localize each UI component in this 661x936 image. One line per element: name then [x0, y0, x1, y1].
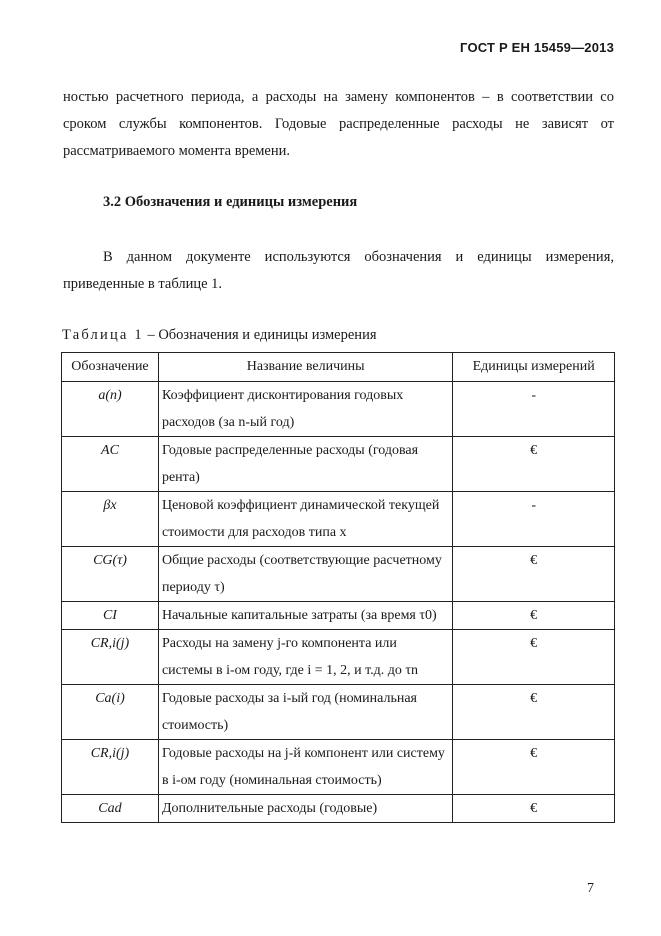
symbol-cell: βx [62, 492, 159, 547]
header-name: Название величины [158, 353, 452, 382]
quantity-name-cell: Годовые распределенные расходы (годовая рента) [158, 437, 452, 492]
header-unit: Единицы измерений [453, 353, 615, 382]
symbol-cell: Ca(i) [62, 685, 159, 740]
quantity-name-cell: Расходы на замену j-го компонента или системы в i-ом году, где i = 1, 2, и т.д. до τn [158, 630, 452, 685]
symbol-cell: CR,i(j) [62, 630, 159, 685]
table-row [62, 492, 615, 547]
quantity-name-cell: Ценовой коэффициент динамической текущей стоимости для расходов типа x [158, 492, 452, 547]
table-caption [62, 327, 377, 344]
quantity-name-cell: Годовые расходы на j-й компонент или систему в i-ом году (номинальная стоимость) [158, 740, 452, 795]
table-row [62, 602, 615, 630]
table-row [62, 382, 615, 437]
unit-cell: € [453, 685, 615, 740]
table-row [62, 740, 615, 795]
quantity-name-cell: Дополнительные расходы (годовые) [158, 795, 452, 823]
table-row [62, 547, 615, 602]
unit-cell: € [453, 602, 615, 630]
unit-cell: - [453, 382, 615, 437]
section-title: 3.2 Обозначения и единицы измерения [103, 194, 358, 210]
quantity-name-cell: Годовые расходы за i-ый год (номинальная стоимость) [158, 685, 452, 740]
unit-cell: € [453, 437, 615, 492]
table-caption-text: – Обозначения и единицы измерения [143, 327, 377, 343]
table-row [62, 795, 615, 823]
quantity-name-cell: Начальные капитальные затраты (за время τ0) [158, 602, 452, 630]
symbol-cell: a(n) [62, 382, 159, 437]
unit-cell: € [453, 740, 615, 795]
symbol-cell: CR,i(j) [62, 740, 159, 795]
table-caption-prefix: Таблица 1 [62, 327, 144, 343]
symbol-cell: AC [62, 437, 159, 492]
table-row [62, 685, 615, 740]
document-code-header: ГОСТ Р ЕН 15459—2013 [460, 40, 614, 55]
unit-cell: - [453, 492, 615, 547]
unit-cell: € [453, 630, 615, 685]
symbols-table [61, 352, 615, 823]
table-row [62, 630, 615, 685]
table-header-row [62, 353, 615, 382]
header-symbol: Обозначение [62, 353, 159, 382]
symbol-cell: CG(τ) [62, 547, 159, 602]
intro-paragraph: ностью расчетного периода, а расходы на замену компонентов – в соответствии со сроком службы компонентов. Годовые распределенные расходы не зависят от рассматриваемого момента времени. [63, 89, 614, 159]
page-number: 7 [587, 881, 594, 896]
table-row [62, 437, 615, 492]
symbol-cell: CI [62, 602, 159, 630]
quantity-name-cell: Коэффициент дисконтирования годовых расходов (за n-ый год) [158, 382, 452, 437]
quantity-name-cell: Общие расходы (соответствующие расчетному периоду τ) [158, 547, 452, 602]
unit-cell: € [453, 795, 615, 823]
unit-cell: € [453, 547, 615, 602]
symbol-cell: Cad [62, 795, 159, 823]
body-paragraph: В данном документе используются обозначения и единицы измерения, приведенные в таблице 1. [63, 249, 614, 292]
